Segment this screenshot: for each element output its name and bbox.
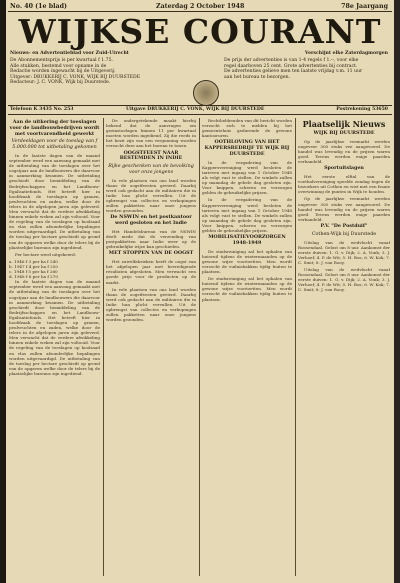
right-line: De prijs der advertenties is van 1-4 regels f 1.--, voor elke	[224, 58, 359, 63]
stats-line: d. 1948 f 6 per ha f 270	[9, 274, 58, 280]
article-subhead: Cothen-Wijk bij Duurstede	[311, 231, 377, 237]
stats-heading: Per hectare werd uitgekeerd:	[15, 251, 77, 257]
article-headline: OOGSTFEEST NAAR BESTEMDEN IN INDIE	[119, 149, 183, 162]
local-news-heading: Plaatselijk Nieuws	[302, 119, 386, 129]
article-body: Op de jaarlijkse veemarkt werden ongeveer 300 stuks vee aangevoerd. De handel was levendig en de prijzen waren goed. Tevens werden enige paarden verhandeld.	[298, 196, 390, 222]
left-line: Redacteur: J. C. VONK, Wijk bij Duurstede.	[10, 80, 111, 86]
column-divider	[103, 118, 104, 576]
left-line: De Abonnementsprijs is per kwartaal f 1.75.	[10, 58, 113, 63]
article-body: Het Handelsbureau van de NSWIN deelt mede dat de verzending van postpakketten naar Indie weer op de gebruikelijke wijze kan geschieden.	[106, 229, 196, 250]
article-headline: P.V. "De Postduif"	[320, 222, 368, 229]
article-body: In de laatste dagen van de maand september werd een aanvang gemaakt met de uitbetaling van de toeslagen over het oogstjaar aan de landbouwers die daarvoor in aanmerking kwamen. De uitbetaling geschiedt door bemiddeling van de Bedrijfsschappen en het Landbouw-Egalisatiefonds. Het betreft hier in hoofdzaak de toeslagen op granen, peulvruchten en zaden, welke door de telers in de afgelopen jaren zijn geleverd. Men verwacht dat de verdere afwikkeling binnen enkele weken zal zijn voltooid. Voor de regeling van de toeslagen op koolzaad en vlas zullen afzonderlijke bepalingen worden uitgevaardigd. De uitbetaling van de toeslag per hectare geschiedt op grond van de opgaven welke door de telers bij de plaatselijke bureaus zijn ingediend.	[9, 152, 100, 250]
subtitle-left: Nieuws- en Advertentieblad voor Zuid-Utrecht	[10, 51, 129, 56]
article-body: Rechthebbenden van dit bericht worden verzocht zich te melden bij het gemeentehuis gedurende de gewone kantooruren.	[202, 118, 292, 139]
stats-line: b. 1947 f 4 per ha f 250	[9, 263, 58, 269]
publisher-bar: Uitgave DRUKKERIJ C. VONK, WIJK BIJ DUURSTEDE	[126, 107, 265, 112]
stats-line: c. 1948 f 5 per ha f 260	[9, 269, 58, 275]
subtitle-right: Verschijnt elke Zaterdagmorgen	[304, 51, 388, 56]
newspaper-page	[6, 0, 394, 583]
phone: Telefoon K 3435 No. 253	[10, 107, 74, 112]
article-body: Het eerste elftal van de voetbalvereniging speelde zondag tegen de bezoekers uit Cothen en wist met een fraaie overwinning de punten in Wijk te houden.	[298, 174, 390, 195]
article-body: In vele plaatsen van ons land worden thans de oogstfeesten gevierd. Daarbij werd ook gedacht aan de militairen die in Indie hun plicht vervullen. Uit de opbrengst van collectes en verkopingen zullen pakketten naar onze jongens worden gezonden.	[106, 177, 196, 214]
left-line: Redactie worden ingewacht bij de Uitgeverij.	[10, 69, 116, 75]
issue-date: Zaterdag 2 October 1948	[156, 3, 245, 10]
publisher-rule-bottom	[8, 114, 392, 115]
right-line: aan het bureau te bezorgen.	[224, 74, 290, 80]
masthead-right-info	[224, 58, 390, 80]
left-line: Uitgever: DRUKKERIJ C. VONK, WIJK BIJ DUURSTEDE	[10, 74, 141, 80]
article-subhead: Rijke geschenken van de bevolking voor onze jongens	[108, 164, 194, 175]
left-line: Alle stukken, bestemd voor opname in de	[10, 63, 107, 69]
article-headline: MET STOPPEN VAN DE OOGST	[108, 250, 194, 257]
coat-of-arms-icon	[193, 80, 219, 106]
article-body: Uitslag van de wedvlucht vanaf Roosendaal. Gelost om 8 uur. Aankomst der eerste duiven: 1. G. v. Dijk; 2. A. Vonk; 3. J. Verhoef; 4. P. de Wit; 5. H. Bos; 6. W. Kok; 7. C. Smit; 8. J. van Rooy.	[298, 239, 390, 265]
giro: Postrekening 53650	[336, 107, 388, 112]
column-2	[106, 118, 196, 578]
article-subhead: Verdeeldagen voor de toeslag van f 5.000.000 tot uitbetaling gekomen	[11, 139, 98, 151]
article-body: De ondergetekende maakt hierbij bekend dat de aanvragen om gezinstoelagen binnen 11 per kwartaal moeten worden ingediend. Zij die reeds in het bezit zijn van een vergunning worden verzocht deze aan het bureau te tonen.	[106, 118, 196, 149]
publisher-rule-top	[8, 105, 392, 106]
article-headline: Aan de uitkering der toeslagen voor de landbouwbedrijven wordt met voortvarendheid gewerkt	[9, 119, 100, 137]
column-3	[202, 118, 292, 578]
article-headline: Sportuitslagen	[324, 165, 364, 172]
stats-line: a. 1946 f 3 per ha f 240	[9, 258, 58, 264]
article-body: Op de jaarlijkse veemarkt werden ongeveer 300 stuks vee aangevoerd. De handel was levendig en de prijzen waren goed. Tevens werden enige paarden verhandeld.	[298, 138, 390, 165]
article-body: In de vergadering van de Kappersvereniging werd besloten de tarieven met ingang van 1 October 1948 als volgt vast te stellen. De winkels zullen op maandag de gehele dag gesloten zijn. Voor knippen, scheren en verzorgen gelden de gebruikelijke prijzen.	[202, 197, 292, 233]
local-news-place: WIJK BIJ DUURSTEDE	[313, 130, 375, 136]
article-body: In vele plaatsen van ons land worden thans de oogstfeesten gevierd. Daarbij werd ook gedacht aan de militairen die in Indie hun plicht vervullen. Uit de opbrengst van collectes en verkopingen zullen pakketten naar onze jongens worden gezonden.	[106, 286, 196, 323]
article-headline: MOBILISATIEVOORZORGEN 1948-1949	[208, 234, 286, 246]
masthead-left-info	[10, 58, 190, 86]
column-divider	[295, 118, 296, 576]
article-body: Uitslag van de wedvlucht vanaf Roosendaal. Gelost om 8 uur. Aankomst der eerste duiven: 1. G. v. Dijk; 2. A. Vonk; 3. J. Verhoef; 4. P. de Wit; 5. H. Bos; 6. W. Kok; 7. C. Smit; 8. J. van Rooy.	[298, 266, 390, 293]
article-headline: De NSWIN en het postkantoor werd gesloten en het Indie	[110, 214, 192, 227]
right-line: De advertenties gelieve men ten laatste vrijdag v.m. 11 uur	[224, 69, 363, 75]
column-divider	[199, 118, 200, 576]
article-body: De stadsreiniging zal het ophalen van huisvuil tijdens de wintermaanden op de gewone wijze voortzetten. Men wordt verzocht de vuilnisbakken tijdig buiten te plaatsen.	[202, 248, 292, 275]
issue-number: No. 40 (1e blad)	[10, 3, 68, 10]
column-4	[298, 118, 390, 578]
article-body: Het zuivelfabrieken heeft de oogst van het afgelopen jaar met bevredigende resultaten afgesloten. Men verwacht een goede prijs voor de producten op de markt.	[106, 259, 196, 285]
article-body: In de vergadering van de Kappersvereniging werd besloten de tarieven met ingang van 1 October 1948 als volgt vast te stellen. De winkels zullen op maandag de gehele dag gesloten zijn. Voor knippen, scheren en verzorgen gelden de gebruikelijke prijzen.	[202, 159, 292, 196]
volume: 78e Jaargang	[341, 3, 388, 10]
article-body: De stadsreiniging zal het ophalen van huisvuil tijdens de wintermaanden op de gewone wijze voortzetten. Men wordt verzocht de vuilnisbakken tijdig buiten te plaatsen.	[202, 276, 292, 302]
article-headline: OOTHLOVING VAN HET KAPPERSBEDRIJF TE WIJK BIJ DUURSTEDE	[204, 139, 290, 157]
article-body: In de laatste dagen van de maand september werd een aanvang gemaakt met de uitbetaling van de toeslagen over het oogstjaar aan de landbouwers die daarvoor in aanmerking kwamen. De uitbetaling geschiedt door bemiddeling van de Bedrijfsschappen en het Landbouw-Egalisatiefonds. Het betreft hier in hoofdzaak de toeslagen op granen, peulvruchten en zaden, welke door de telers in de afgelopen jaren zijn geleverd. Men verwacht dat de verdere afwikkeling binnen enkele weken zal zijn voltooid. Voor de regeling van de toeslagen op koolzaad en vlas zullen afzonderlijke bepalingen worden uitgevaardigd. De uitbetaling van de toeslag per hectare geschiedt op grond van de opgaven welke door de telers bij de plaatselijke bureaus zijn ingediend.	[9, 279, 100, 376]
right-line: regel daarboven 25 cent. Grote advertenties bij contract.	[224, 63, 358, 69]
masthead-title: WIJKSE COURANT	[18, 12, 382, 51]
column-1	[9, 118, 100, 578]
